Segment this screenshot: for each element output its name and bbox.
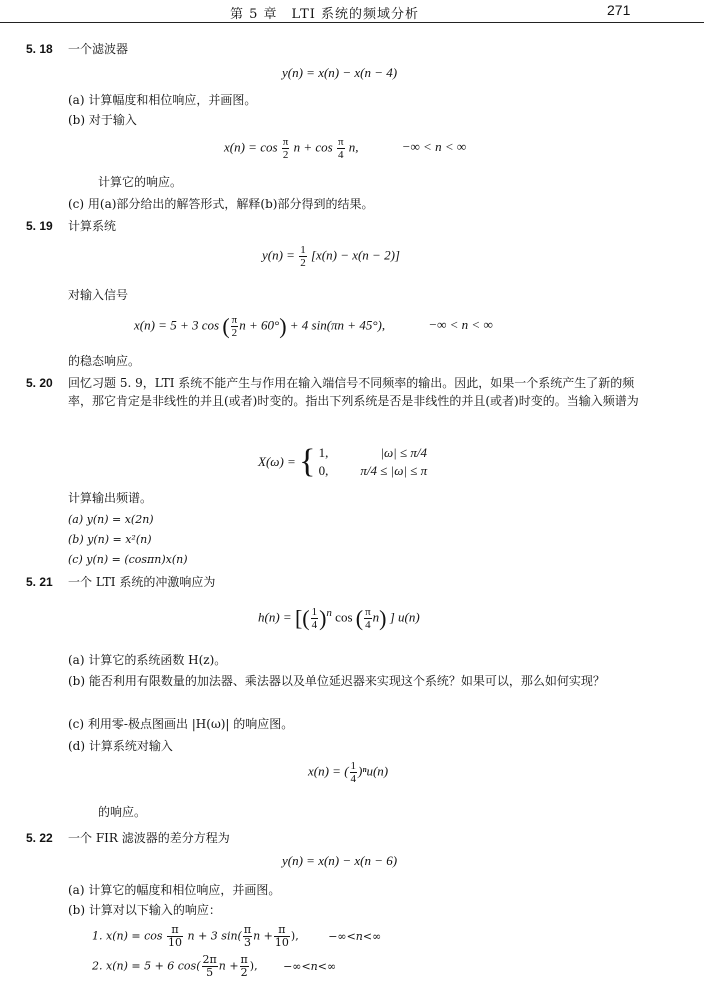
subpart-b: (b) 能否利用有限数量的加法器、乘法器以及单位延迟器来实现这个系统？如果可以，那么如何实现？ xyxy=(68,674,605,688)
tail: 的稳态响应。 xyxy=(68,354,141,368)
equation: h(n) = [( $\frac{1}{4}$ )$^n$ cos ( $\frac{\pi}{4}$ n) ] u(n) xyxy=(258,605,420,631)
problem-title: 一个滤波器 xyxy=(68,42,129,56)
prompt: 计算输出频谱。 xyxy=(68,491,153,505)
equation-piecewise: X(ω) = { 1, |ω| ≤ π/4 0, π/4 ≤ |ω| ≤ π xyxy=(258,443,428,480)
equation-input: x(n) = ( $\frac{1}{4}$ )ⁿu(n) xyxy=(308,760,389,785)
equation: y(n) = x(n) − x(n − 4) xyxy=(282,65,398,80)
subpart-c: (c) 利用零-极点图画出 |H(ω)| 的响应图。 xyxy=(68,717,294,731)
tail: 的响应。 xyxy=(98,805,147,819)
running-header xyxy=(0,0,704,23)
problem-text: 回忆习题 5. 9，LTI 系统不能产生与作用在输入端信号不同频率的输出。因此，如果一个系统产生了新的频率，那它肯定是非线性的并且(或者)时变的。指出下列系统是否是非线性的并且(或者)时变的。当输入频谱为 xyxy=(68,376,639,408)
chapter-title: 第 5 章 LTI 系统的频域分析 xyxy=(230,7,420,22)
equation: y(n) = x(n) − x(n − 6) xyxy=(282,853,398,868)
equation: y(n) = $\frac{1}{2}$ [x(n) − x(n − 2)] xyxy=(262,244,400,269)
equation-input: x(n) = 5 + 3 cos ( $\frac{\pi}{2}$ n + 60°) + 4 sin(πn + 45°), −∞ < n < ∞ xyxy=(134,313,493,339)
subpart-b-tail: 计算它的响应。 xyxy=(98,175,183,189)
subpart-b: (b) 计算对以下输入的响应： xyxy=(68,903,221,917)
problem-title: 一个 FIR 滤波器的差分方程为 xyxy=(68,831,230,845)
equation-input: x(n) = cos $\frac{\pi}{2}$ n + cos $\frac{\pi}{4}$ n, −∞ < n < ∞ xyxy=(224,136,467,161)
input-item-1: 1. x(n) = cos $\frac{\pi}{10}$ n + 3 sin( $\frac{\pi}{3}$ n + $\frac{\pi}{10}$ ), −∞<n<∞ xyxy=(92,923,382,949)
problem-number: 5. 20 xyxy=(26,376,53,390)
subpart-b: (b) y(n) = x²(n) xyxy=(68,533,152,546)
problem-number: 5. 21 xyxy=(26,575,53,589)
input-item-2: 2. x(n) = 5 + 6 cos( $\frac{2\pi}{5}$ n + $\frac{\pi}{2}$ ), −∞<n<∞ xyxy=(92,953,337,979)
subpart-c: (c) y(n) = (cosπn)x(n) xyxy=(68,553,188,566)
problem-number: 5. 19 xyxy=(26,219,53,233)
subpart-b: (b) 对于输入 xyxy=(68,113,137,127)
page-number: 271 xyxy=(607,2,631,18)
subpart-c: (c) 用(a)部分给出的解答形式，解释(b)部分得到的结果。 xyxy=(68,197,374,211)
label: 对输入信号 xyxy=(68,288,129,302)
problem-number: 5. 22 xyxy=(26,831,53,845)
problem-title: 计算系统 xyxy=(68,219,117,233)
problem-title: 一个 LTI 系统的冲激响应为 xyxy=(68,575,216,589)
subpart-a: (a) 计算幅度和相位响应，并画图。 xyxy=(68,93,257,107)
problem-number: 5. 18 xyxy=(26,42,53,56)
subpart-a: (a) 计算它的系统函数 H(z)。 xyxy=(68,653,227,667)
subpart-a: (a) 计算它的幅度和相位响应，并画图。 xyxy=(68,883,281,897)
subpart-d: (d) 计算系统对输入 xyxy=(68,739,173,753)
subpart-a: (a) y(n) = x(2n) xyxy=(68,513,154,526)
